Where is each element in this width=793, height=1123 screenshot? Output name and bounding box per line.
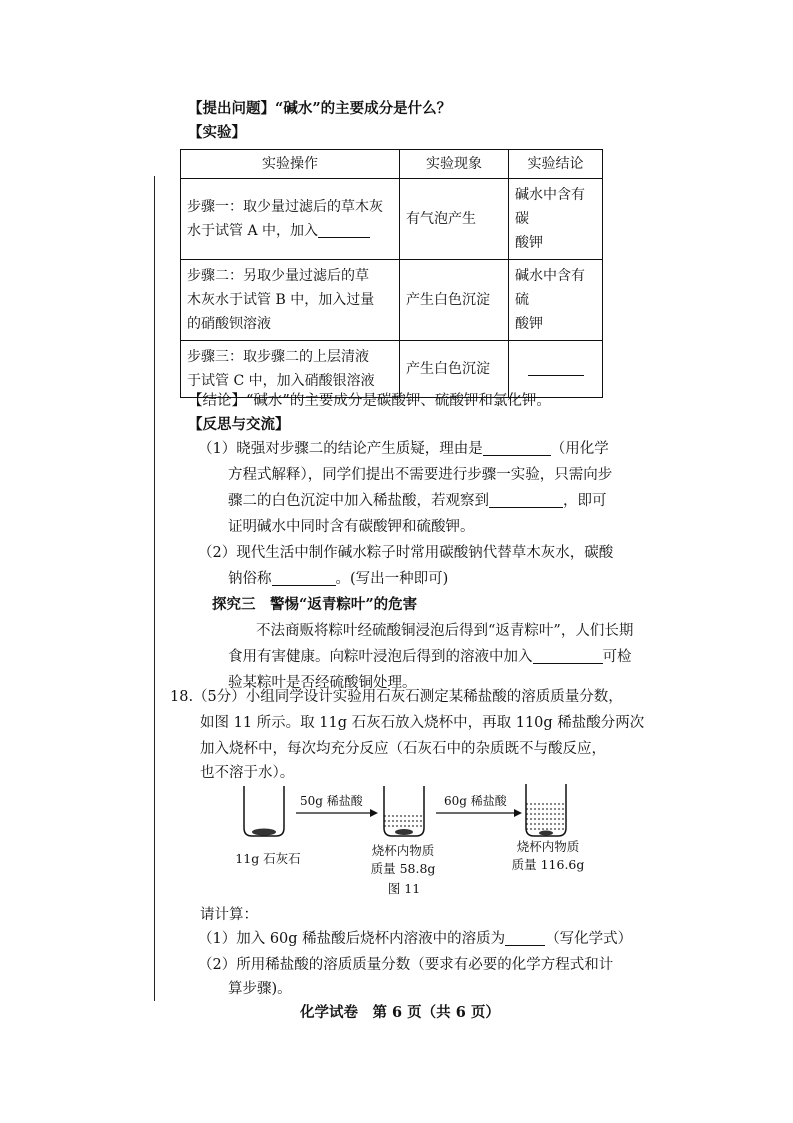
operation-cell: 步骤二：另取少量过滤后的草 木灰水于试管 B 中，加入过量 的硝酸钡溶液 xyxy=(181,260,400,341)
arrow-1-label: 50g 稀盐酸 xyxy=(300,794,363,808)
operation-cell: 步骤三：取步骤二的上层清液 于试管 C 中，加入硝酸银溶液 xyxy=(181,341,400,398)
arrow-1-icon xyxy=(296,809,378,817)
reflection-item-2-line-1: （2）现代生活中制作碱水粽子时常用碳酸钠代替草木灰水，碳酸 xyxy=(198,545,614,561)
answer-blank[interactable] xyxy=(505,929,545,946)
beaker-2-icon xyxy=(384,786,424,836)
operation-cell: 步骤一：取少量过滤后的草木灰 水于试管 A 中，加入 xyxy=(181,179,400,260)
calc-heading: 请计算： xyxy=(200,907,258,923)
reflection-item-1-line-2: 方程式解释），同学们提出不需要进行步骤一实验，只需向步 xyxy=(228,467,613,483)
conclusion-text: 【结论】“碱水”的主要成分是碳酸钾、硫酸钾和氯化钾。 xyxy=(188,393,551,409)
experiment-heading: 【实验】 xyxy=(188,124,246,141)
answer-blank[interactable] xyxy=(483,439,551,456)
explore-three-line-3: 验某粽叶是否经硫酸铜处理。 xyxy=(228,675,417,691)
calc-item-2-line-2: 算步骤)。 xyxy=(228,981,292,997)
binding-margin-line xyxy=(154,176,155,1001)
figure-label: 图 11 xyxy=(387,881,421,896)
conclusion-cell: 碱水中含有硫 酸钾 xyxy=(509,260,603,341)
table-row xyxy=(181,341,603,398)
calc-item-2-line-1: （2）所用稀盐酸的溶质质量分数（要求有必要的化学方程式和计 xyxy=(198,957,614,973)
answer-blank[interactable] xyxy=(528,359,584,376)
conclusion-cell xyxy=(509,341,603,398)
question-18-line-4: 也不溶于水）。 xyxy=(200,765,295,781)
header-phenomenon: 实验现象 xyxy=(400,150,509,179)
phenomenon-cell: 产生白色沉淀 xyxy=(400,260,509,341)
arrow-2-icon xyxy=(436,809,522,817)
answer-blank[interactable] xyxy=(533,647,603,664)
reflection-item-1-line-4: 证明碱水中同时含有碳酸钾和硫酸钾。 xyxy=(228,519,475,535)
answer-blank[interactable] xyxy=(272,569,336,586)
experiment-table xyxy=(180,149,603,398)
beaker-1-caption: 11g 石灰石 xyxy=(235,851,301,866)
beaker-3-caption: 烧杯内物质 质量 116.6g xyxy=(511,839,585,872)
phenomenon-cell: 产生白色沉淀 xyxy=(400,341,509,398)
table-row xyxy=(181,179,603,260)
beaker-2-caption: 烧杯内物质 质量 58.8g xyxy=(370,843,436,876)
reflection-heading: 【反思与交流】 xyxy=(188,416,290,433)
page-footer: 化学试卷 第 6 页（共 6 页） xyxy=(300,1004,500,1021)
header-conclusion: 实验结论 xyxy=(509,150,603,179)
question-18-line-2: 如图 11 所示。取 11g 石灰石放入烧杯中，再取 110g 稀盐酸分两次 xyxy=(200,715,645,731)
reflection-item-2-line-2: 钠俗称 。(写出一种即可) xyxy=(228,571,449,587)
header-operation: 实验操作 xyxy=(181,150,400,179)
question-18-line-1: 18.（5分）小组同学设计实验用石灰石测定某稀盐酸的溶质质量分数， xyxy=(170,689,623,705)
table-row xyxy=(181,260,603,341)
question-heading: 【提出问题】“碱水”的主要成分是什么？ xyxy=(188,100,452,117)
explore-three-line-1: 不法商贩将粽叶经硫酸铜浸泡后得到“返青粽叶”，人们长期 xyxy=(256,623,634,639)
answer-blank[interactable] xyxy=(318,221,370,238)
answer-blank[interactable] xyxy=(489,491,563,508)
phenomenon-cell: 有气泡产生 xyxy=(400,179,509,260)
calc-item-1: （1）加入 60g 稀盐酸后烧杯内溶液中的溶质为 （写化学式） xyxy=(198,931,633,947)
explore-three-title: 探究三 警惕“返青粽叶”的危害 xyxy=(212,596,418,613)
explore-three-line-2: 食用有害健康。向粽叶浸泡后得到的溶液中加入 可检 xyxy=(228,649,632,665)
question-18-line-3: 加入烧杯中，每次均充分反应（石灰石中的杂质既不与酸反应， xyxy=(200,741,606,757)
reflection-item-1-line-1: （1）晓强对步骤二的结论产生质疑，理由是 （用化学 xyxy=(198,441,609,457)
beaker-3-icon xyxy=(526,784,566,836)
reflection-item-1-line-3: 骤二的白色沉淀中加入稀盐酸，若观察到 ，即可 xyxy=(228,493,607,509)
beaker-1-icon xyxy=(244,786,284,836)
arrow-2-label: 60g 稀盐酸 xyxy=(444,794,507,808)
table-header-row xyxy=(181,150,603,179)
conclusion-cell: 碱水中含有碳 酸钾 xyxy=(509,179,603,260)
